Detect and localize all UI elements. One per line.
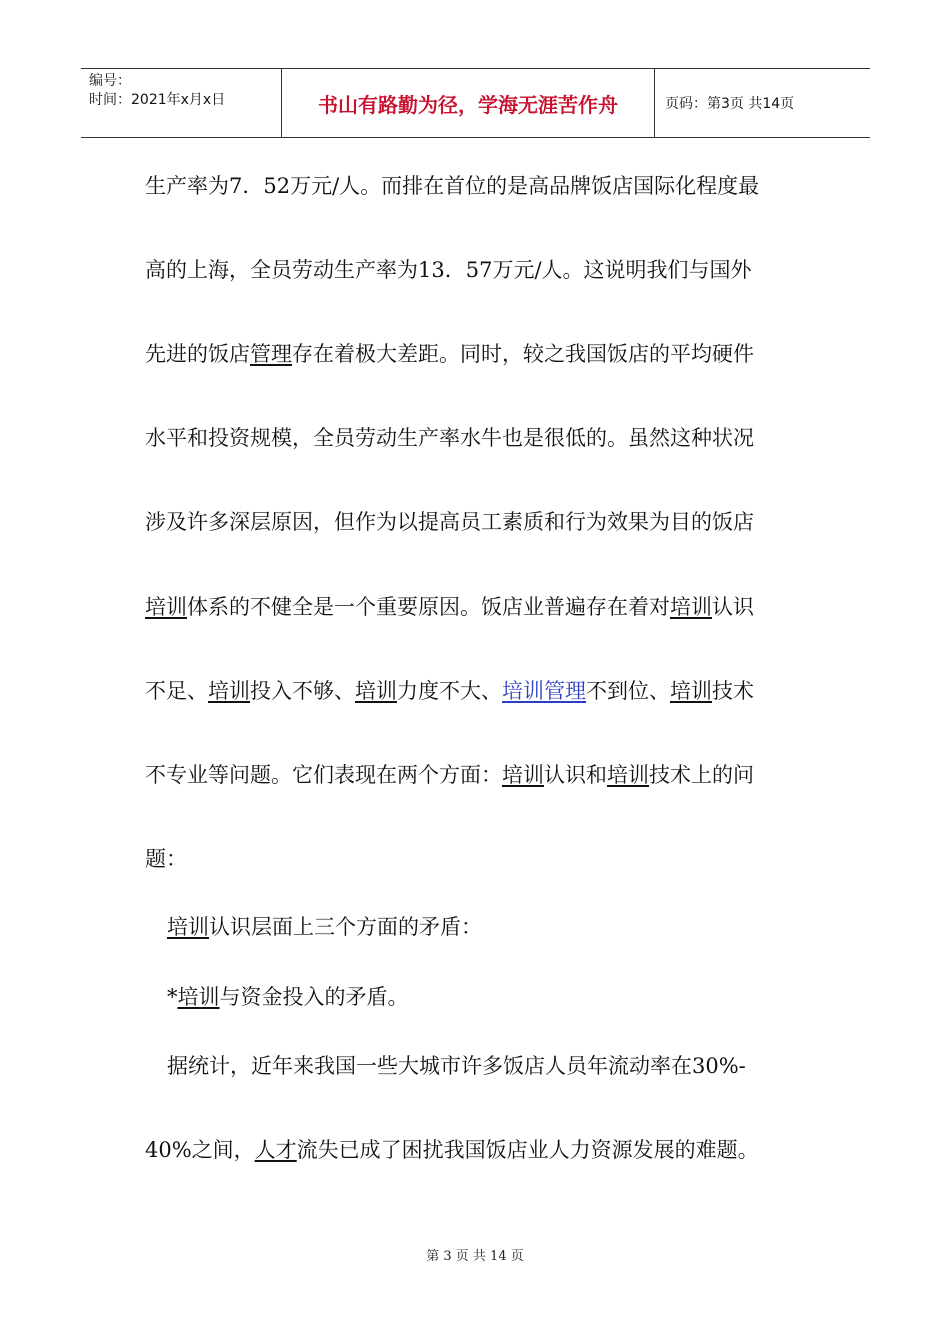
text-line: 水平和投资规模，全员劳动生产率水牛也是很低的。虽然这种状况 [145, 426, 754, 450]
text-line: 生产率为7．52万元/人。而排在首位的是高品牌饭店国际化程度最 [145, 174, 760, 198]
text-span: 存在着极大差距。同时，较之我国饭店的平均硬件 [292, 342, 754, 366]
text-span: 认识 [712, 595, 754, 619]
text-span: 技术 [712, 679, 754, 703]
text-line [145, 761, 754, 789]
text-line [167, 913, 482, 941]
keyword-link[interactable]: 培训 [145, 595, 187, 619]
text-span: 与资金投入的矛盾。 [219, 985, 409, 1009]
keyword-link[interactable]: 培训 [355, 679, 397, 703]
text-line: 题： [145, 847, 187, 871]
text-span: 投入不够、 [250, 679, 355, 703]
keyword-link[interactable]: 培训 [670, 595, 712, 619]
page-footer: 第 3 页 共 14 页 [426, 1249, 524, 1264]
number-label: 编号： [89, 73, 131, 89]
keyword-link[interactable]: 培训 [607, 763, 649, 787]
text-line [167, 983, 409, 1011]
keyword-link[interactable]: 培训 [208, 679, 250, 703]
keyword-link[interactable]: 培训 [177, 985, 220, 1009]
text-span: 先进的饭店 [145, 342, 250, 366]
text-line [145, 340, 754, 368]
text-line [145, 677, 754, 705]
text-span: 认识层面上三个方面的矛盾： [209, 915, 482, 939]
keyword-link[interactable]: 培训 [167, 915, 209, 939]
text-line [145, 593, 754, 621]
text-span: 不专业等问题。它们表现在两个方面： [145, 763, 502, 787]
keyword-link[interactable]: 培训 [502, 763, 544, 787]
text-span: 技术上的问 [649, 763, 754, 787]
text-span: 不到位、 [586, 679, 670, 703]
text-line: 涉及许多深层原因，但作为以提高员工素质和行为效果为目的饭店 [145, 510, 754, 534]
keyword-link[interactable]: 人才 [254, 1138, 297, 1162]
text-span: 40%之间， [145, 1138, 255, 1162]
bullet-marker: * [167, 985, 178, 1009]
keyword-link[interactable]: 管理 [250, 342, 292, 366]
text-span: 认识和 [544, 763, 607, 787]
text-span: 体系的不健全是一个重要原因。饭店业普遍存在着对 [187, 595, 670, 619]
text-span: 流失已成了困扰我国饭店业人力资源发展的难题。 [296, 1138, 759, 1162]
text-line: 据统计，近年来我国一些大城市许多饭店人员年流动率在30%- [167, 1054, 746, 1078]
text-line: 高的上海，全员劳动生产率为13．57万元/人。这说明我们与国外 [145, 258, 752, 282]
text-span: 力度不大、 [397, 679, 502, 703]
time-label: 时间：2021年x月x日 [89, 92, 226, 108]
text-line [145, 1136, 759, 1164]
page-header [81, 68, 870, 138]
header-page-info: 页码：第3页 共14页 [665, 96, 795, 112]
training-management-link[interactable]: 培训管理 [502, 679, 586, 703]
header-meta [81, 69, 282, 137]
keyword-link[interactable]: 培训 [670, 679, 712, 703]
text-span: 不足、 [145, 679, 208, 703]
header-motto: 书山有路勤为径，学海无涯苦作舟 [282, 69, 655, 137]
